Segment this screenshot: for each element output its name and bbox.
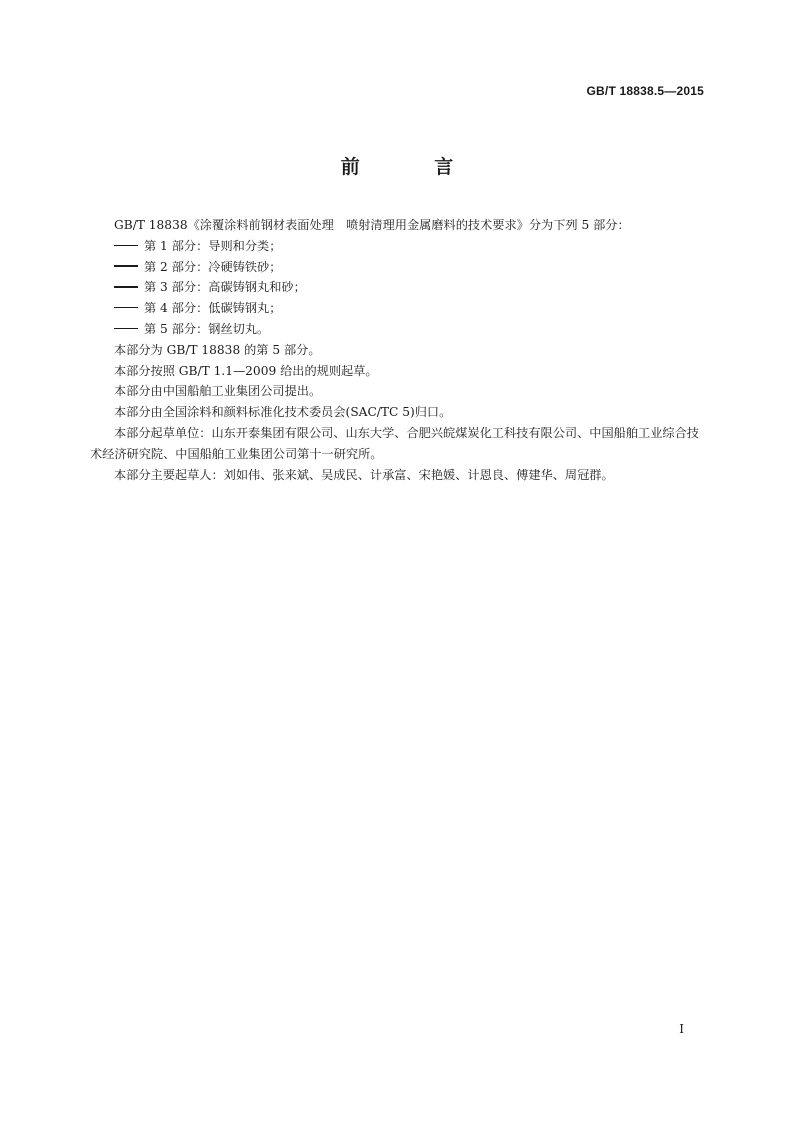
part-label: 第 2 部分：冷硬铸铁砂；: [144, 259, 282, 274]
paragraph-drafters: 本部分主要起草人：刘如伟、张来斌、吴成民、计承富、宋艳媛、计恩良、傅建华、周冠群。: [114, 467, 614, 482]
part-list-item: [90, 236, 704, 257]
part-list-item: [90, 298, 704, 319]
part-label: 第 1 部分：导则和分类；: [144, 238, 282, 253]
dash-mark: [114, 265, 138, 266]
dash-mark: [114, 307, 138, 308]
page-number: I: [679, 1022, 684, 1036]
part-list-item: [90, 277, 704, 298]
part-label: 第 3 部分：高碳铸钢丸和砂；: [144, 280, 306, 295]
standard-number: GB/T 18838.5—2015: [586, 84, 704, 98]
intro-paragraph: GB/T 18838《涂覆涂料前钢材表面处理 喷射清理用金属磨料的技术要求》分为下列 5 部分：: [114, 218, 630, 232]
dash-mark: [114, 286, 138, 287]
dash-mark: [114, 328, 138, 329]
page-title: 前 言: [340, 156, 488, 178]
paragraph-technical-committee: 本部分由全国涂料和颜料标准化技术委员会(SAC/TC 5)归口。: [114, 405, 452, 420]
part-label: 第 5 部分：钢丝切丸。: [144, 321, 270, 336]
part-list-item: [90, 257, 704, 278]
paragraph-drafting-rules: 本部分按照 GB/T 1.1—2009 给出的规则起草。: [114, 363, 378, 378]
paragraph-drafting-units: 本部分起草单位：山东开泰集团有限公司、山东大学、合肥兴皖煤炭化工科技有限公司、中国船舶工业综合技术经济研究院、中国船舶工业集团公司第十一研究所。: [90, 425, 699, 461]
part-label: 第 4 部分：低碳铸钢丸；: [144, 301, 282, 316]
part-list-item: [90, 319, 704, 340]
dash-mark: [114, 245, 138, 246]
foreword-body: [90, 215, 704, 485]
paragraph-proposer: 本部分由中国船舶工业集团公司提出。: [114, 384, 322, 399]
paragraph-part-number: 本部分为 GB/T 18838 的第 5 部分。: [114, 342, 321, 357]
